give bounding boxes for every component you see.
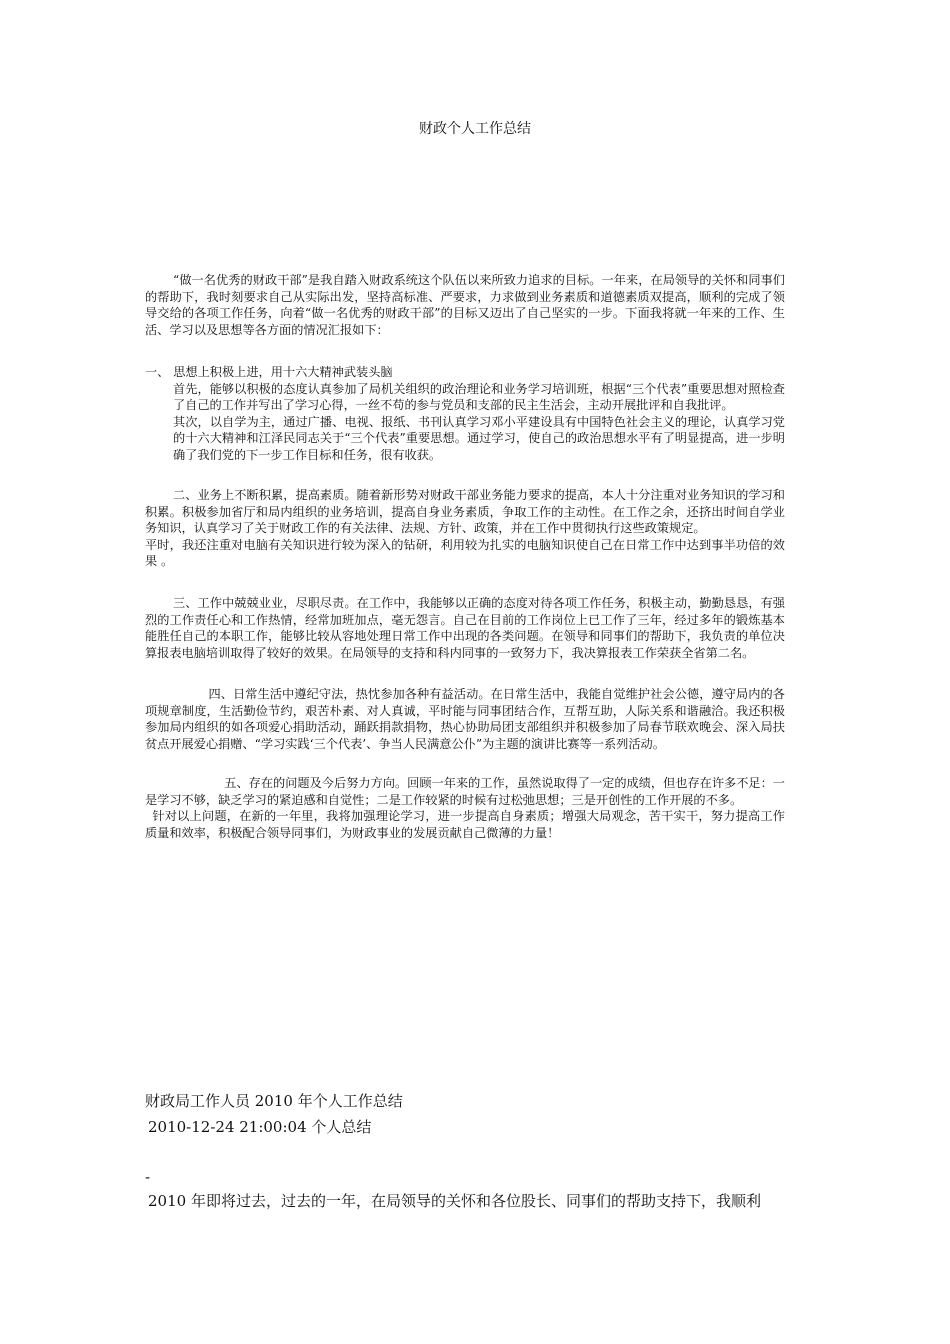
intro-paragraph: “做一名优秀的财政干部”是我自踏入财政系统这个队伍以来所致力追求的目标。一年来，在局领导的关怀和同事们的帮助下，我时刻要求自己从实际出发，坚持高标准、严要求，力求做到业务素质和道德素质双提高，顺利的完成了领导交给的各项工作任务，向着“做一名优秀的财政干部”的目标又迈出了自己坚实的一步。下面我将就一年来的工作、生活、学习以及思想等各方面的情况汇报如下： [145, 273, 785, 337]
section-1-body [145, 381, 785, 464]
section-2-paragraph-2: 平时，我还注重对电脑有关知识进行较为深入的钻研，利用较为扎实的电脑知识使自己在日常工作中达到事半功倍的效果 。 [145, 537, 785, 569]
second-article-first-line: 2010 年即将过去，过去的一年，在局领导的关怀和各位股长、同事们的帮助支持下，我顺利 [148, 1192, 761, 1210]
separator-dash: - [145, 1168, 151, 1186]
intro-paragraph-block [145, 272, 785, 338]
section-1-paragraph-1: 首先，能够以积极的态度认真参加了局机关组织的政治理论和业务学习培训班，根据“三个代表”重要思想对照检查了自己的工作并写出了学习心得，一丝不苟的参与党员和支部的民主生活会，主动开展批评和自我批评。 [173, 381, 785, 413]
section-4 [145, 686, 785, 752]
section-1-paragraph-2: 其次，以自学为主，通过广播、电视、报纸、书刊认真学习邓小平建设具有中国特色社会主义的理论，认真学习党的十六大精神和江泽民同志关于“三个代表”重要思想。通过学习，使自己的政治思想水平有了明显提高，进一步明确了我们党的下一步工作目标和任务，很有收获。 [173, 414, 785, 462]
document-title: 财政个人工作总结 [419, 121, 531, 137]
section-5-paragraph-1: 五、存在的问题及今后努力方向。回顾一年来的工作，虽然说取得了一定的成绩，但也存在许多不足：一是学习不够，缺乏学习的紧迫感和自觉性；二是工作较紧的时候有过松弛思想；三是开创性的工作开展的不多。 [145, 776, 785, 807]
section-5 [145, 775, 785, 841]
section-1 [145, 364, 785, 464]
section-5-paragraph-2: 针对以上问题，在新的一年里，我将加强理论学习，进一步提高自身素质；增强大局观念，苦干实干，努力提高工作质量和效率，积极配合领导同事们，为财政事业的发展贡献自己微薄的力量！ [145, 809, 785, 840]
section-1-heading: 一、 思想上积极上进，用十六大精神武装头脑 [145, 365, 393, 379]
section-3 [145, 595, 785, 661]
section-4-paragraph: 四、日常生活中遵纪守法，热忱参加各种有益活动。在日常生活中，我能自觉维护社会公德，遵守局内的各项规章制度，生活勤俭节约，艰苦朴素、对人真诚，平时能与同事团结合作，互帮互助，人际关系和谐融洽。我还积极参加局内组织的如各项爱心捐助活动，踊跃捐款捐物，热心协助局团支部组织并积极参加了局春节联欢晚会、深入局扶贫点开展爱心捐赠、“学习实践‘三个代表’、争当人民满意公仆”为主题的演讲比赛等一系列活动。 [145, 687, 785, 751]
section-2 [145, 487, 785, 570]
section-2-paragraph-1: 二、业务上不断积累，提高素质。随着新形势对财政干部业务能力要求的提高，本人十分注重对业务知识的学习和积累。积极参加省厅和局内组织的业务培训，提高自身业务素质，争取工作的主动性。在工作之余，还挤出时间自学业务知识，认真学习了关于财政工作的有关法律、法规、方针、政策，并在工作中贯彻执行这些政策规定。 [145, 488, 785, 536]
second-article-meta: 2010-12-24 21:00:04 个人总结 [148, 1118, 372, 1136]
section-3-paragraph: 三、工作中兢兢业业，尽职尽责。在工作中，我能够以正确的态度对待各项工作任务，积极主动，勤勤恳恳，有强烈的工作责任心和工作热情，经常加班加点，毫无怨言。自己在目前的工作岗位上已工作了三年，经过多年的锻炼基本能胜任自己的本职工作，能够比较从容地处理日常工作中出现的各类问题。在领导和同事们的帮助下，我负责的单位决算报表电脑培训取得了较好的效果。在局领导的支持和科内同事的一致努力下，我决算报表工作荣获全省第二名。 [145, 596, 785, 660]
second-article-title: 财政局工作人员 2010 年个人工作总结 [145, 1092, 403, 1110]
